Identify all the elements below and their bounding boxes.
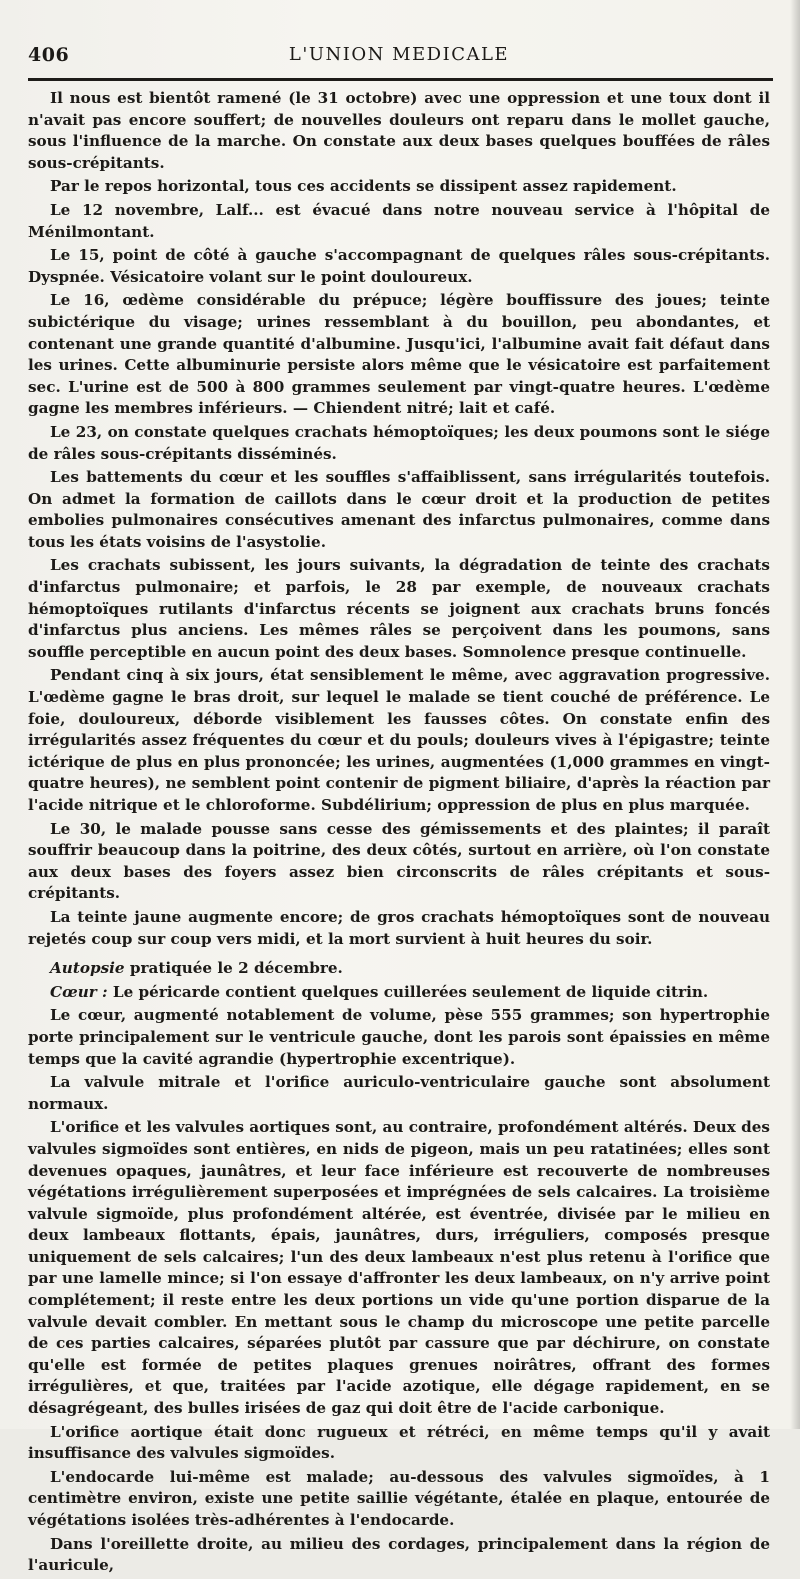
paragraph: Il nous est bientôt ramené (le 31 octobre) avec une oppression et une toux dont il n'avait pas encore souffert; de nouvelles douleurs ont reparu dans le mollet gauche, sous l'influence de la marche. On constate aux deux bases quelques bouffées de râles sous-crépitants.	[28, 89, 770, 172]
autopsy-date: pratiquée le 2 décembre.	[124, 959, 343, 978]
journal-title: L'UNION MEDICALE	[288, 44, 510, 65]
page-header	[28, 40, 770, 74]
page-edge-shadow	[790, 0, 800, 1429]
paragraph: Le 12 novembre, Lalf... est évacué dans notre nouveau service à l'hôpital de Ménilmontant.	[28, 200, 770, 241]
heart-text: Le péricarde contient quelques cuillerées seulement de liquide citrin.	[107, 982, 709, 1001]
article-body	[28, 88, 770, 1579]
paragraph: L'orifice aortique était donc rugueux et rétréci, en même temps qu'il y avait insuffisance des valvules sigmoïdes.	[28, 1422, 770, 1463]
header-rule	[28, 78, 773, 81]
autopsy-label: Autopsie	[50, 959, 125, 978]
paragraph: Le 30, le malade pousse sans cesse des gémissements et des plaintes; il paraît souffrir beaucoup dans la poitrine, des deux côtés, surtout en arrière, où l'on constate aux deux bases des foyers assez bien circonscrits de râles crépitants et sous-crépitants.	[28, 819, 770, 903]
paragraph: Le 15, point de côté à gauche s'accompagnant de quelques râles sous-crépitants. Dyspnée. Vésicatoire volant sur le point douloureux.	[28, 246, 770, 286]
paragraph: Le 23, on constate quelques crachats hémoptoïques; les deux poumons sont le siége de râles sous-crépitants disséminés.	[28, 422, 770, 463]
paragraph: Pendant cinq à six jours, état sensiblement le même, avec aggravation progressive. L'œdème gagne le bras droit, sur lequel le malade se tient couché de préférence. Le foie, douloureux, déborde visiblement les fausses côtes. On constate enfin des irrégularités assez fréquentes du cœur et du pouls; douleurs vives à l'épigastre; teinte ictérique de plus en plus prononcée; les urines, augmentées (1,000 grammes en vingt-quatre heures), ne semblent point contenir de pigment biliaire, d'après la réaction par l'acide nitrique et le chloroforme. Subdélirium; oppression de plus en plus marquée.	[28, 666, 770, 814]
paragraph: Le cœur, augmenté notablement de volume, pèse 555 grammes; son hypertrophie porte principalement sur le ventricule gauche, dont les parois sont épaissies en même temps que la cavité agrandie (hypertrophie excentrique).	[28, 1006, 770, 1068]
autopsy-heading	[28, 958, 770, 980]
paragraph: Les crachats subissent, les jours suivants, la dégradation de teinte des crachats d'infarctus pulmonaire; et parfois, le 28 par exemple, de nouveaux crachats hémoptoïques rutilants d'infarctus récents se joignent aux crachats bruns foncés d'infarctus plus anciens. Les mêmes râles se perçoivent dans les poumons, sans souffle perceptible en aucun point des deux bases. Somnolence presque continuelle.	[28, 556, 770, 661]
paragraph: L'endocarde lui-même est malade; au-dessous des valvules sigmoïdes, à 1 centimètre environ, existe une petite saillie végétante, étalée en plaque, entourée de végétations isolées très-adhérentes à l'endocarde.	[28, 1467, 770, 1529]
heart-paragraph	[28, 982, 770, 1004]
paragraph: Les battements du cœur et les souffles s'affaiblissent, sans irrégularités toutefois. On admet la formation de caillots dans le cœur droit et la production de petites embolies pulmonaires consécutives amenant des infarctus pulmonaires, comme dans tous les états voisins de l'asystolie.	[28, 468, 770, 551]
heart-label: Cœur :	[50, 982, 108, 1001]
paragraph: La valvule mitrale et l'orifice auriculo-ventriculaire gauche sont absolument normaux.	[28, 1073, 770, 1113]
paragraph: L'orifice et les valvules aortiques sont, au contraire, profondément altérés. Deux des valvules sigmoïdes sont entières, en nids de pigeon, mais un peu ratatinées; elles sont devenues opaques, jaunâtres, et leur face inférieure est recouverte de nombreuses végétations irrégulièrement superposées et imprégnées de sels calcaires. La troisième valvule sigmoïde, plus profondément altérée, est éventrée, divisée par le milieu en deux lambeaux flottants, épais, jaunâtres, durs, irréguliers, composés presque uniquement de sels calcaires; l'un des deux lambeaux n'est plus retenu à l'orifice que par une lamelle mince; si l'on essaye d'affronter les deux lambeaux, on n'y arrive point complétement; il reste entre les deux portions un vide qu'une portion disparue de la valvule devait combler. En mettant sous le champ du microscope une petite parcelle de ces parties calcaires, séparées plutôt par cassure que par déchirure, on constate qu'elle est formée de petites plaques grenues noirâtres, offrant des formes irrégulières, et que, traitées par l'acide azotique, elle dégage rapidement, en se désagrégeant, des bulles irisées de gaz qui doit être de l'acide carbonique.	[28, 1118, 770, 1418]
paragraph: Le 16, œdème considérable du prépuce; légère bouffissure des joues; teinte subictérique du visage; urines ressemblant à du bouillon, peu abondantes, et contenant une grande quantité d'albumine. Jusqu'ici, l'albumine avait fait défaut dans les urines. Cette albuminurie persiste alors même que le vésicatoire est parfaitement sec. L'urine est de 500 à 800 grammes seulement par vingt-quatre heures. L'œdème gagne les membres inférieurs. — Chiendent nitré; lait et café.	[28, 291, 770, 418]
paragraph: La teinte jaune augmente encore; de gros crachats hémoptoïques sont de nouveau rejetés coup sur coup vers midi, et la mort survient à huit heures du soir.	[28, 907, 770, 948]
paragraph: Dans l'oreillette droite, au milieu des cordages, principalement dans la région de l'auricule,	[28, 1534, 770, 1575]
page-number: 406	[28, 44, 70, 66]
paragraph: Par le repos horizontal, tous ces accidents se dissipent assez rapidement.	[50, 177, 677, 196]
